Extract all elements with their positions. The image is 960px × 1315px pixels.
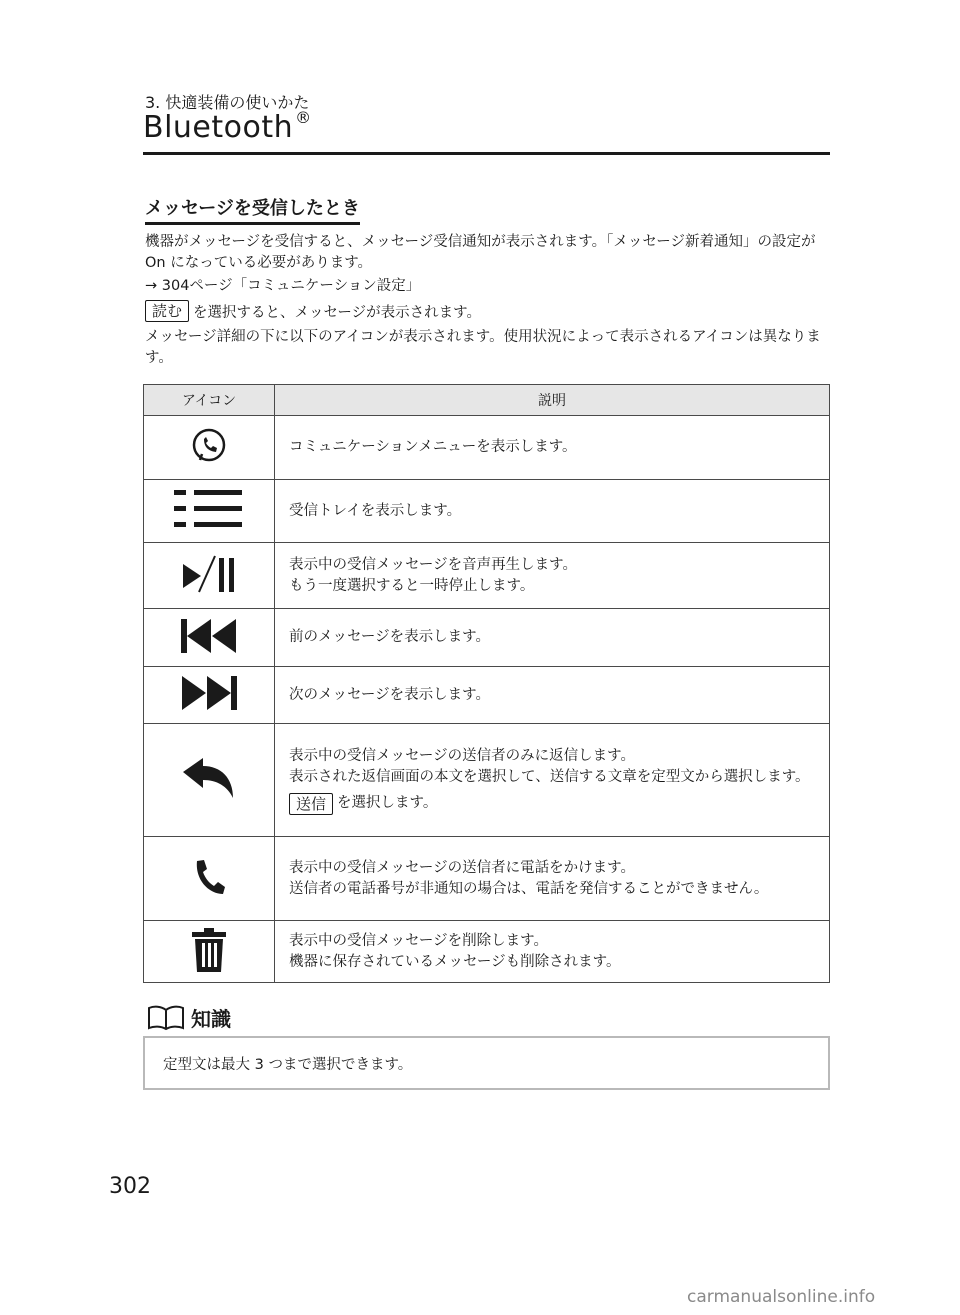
icon-cell xyxy=(144,667,275,724)
description-line: 前のメッセージを表示します。 xyxy=(289,629,490,645)
icon-cell xyxy=(144,837,275,921)
row-description xyxy=(275,837,830,921)
read-instruction-text: を選択すると、メッセージが表示されます。 xyxy=(193,304,481,321)
intro-paragraph: 機器がメッセージを受信すると、メッセージ受信通知が表示されます。「メッセージ新着通知」の設定が On になっている必要があります。 xyxy=(145,234,816,271)
table-row xyxy=(144,543,830,609)
send-key-line xyxy=(289,793,817,815)
description-line: 表示中の受信メッセージを削除します。 xyxy=(289,932,548,949)
row-description xyxy=(275,543,830,609)
icon-cell xyxy=(144,480,275,543)
knowledge-heading xyxy=(147,1003,231,1032)
play-pause-icon xyxy=(179,552,239,596)
description-line: 次のメッセージを表示します。 xyxy=(289,686,490,703)
next-icon xyxy=(181,675,237,711)
row-description xyxy=(275,480,830,543)
table-row xyxy=(144,480,830,543)
table-row xyxy=(144,416,830,480)
page-title xyxy=(143,110,312,145)
page-title-text: Bluetooth xyxy=(143,110,294,145)
knowledge-note: 定型文は最大 3 つまで選択できます。 xyxy=(163,1056,413,1073)
registered-mark: ® xyxy=(295,108,312,127)
phone-icon xyxy=(192,858,226,896)
table-row xyxy=(144,921,830,983)
send-key-instruction: を選択します。 xyxy=(337,795,438,811)
icon-cell xyxy=(144,416,275,480)
title-rule xyxy=(143,152,830,155)
watermark: carmanualsonline.info xyxy=(687,1287,876,1307)
description-line: 機器に保存されているメッセージも削除されます。 xyxy=(289,953,621,970)
table-row xyxy=(144,837,830,921)
icon-table xyxy=(143,384,830,983)
page-reference: → 304ページ「コミュニケーション設定」 xyxy=(145,278,421,294)
description-line: 表示中の受信メッセージを音声再生します。 xyxy=(289,556,577,573)
row-description xyxy=(275,921,830,983)
breadcrumb: 3. 快適装備の使いかた xyxy=(145,93,310,112)
description-line: 表示された返信画面の本文を選択して、送信する文章を定型文から選択します。 xyxy=(289,768,810,785)
send-key-label: 送信 xyxy=(289,793,333,815)
row-description xyxy=(275,609,830,667)
section-heading: メッセージを受信したとき xyxy=(145,198,360,225)
icons-paragraph: メッセージ詳細の下に以下のアイコンが表示されます。使用状況によって表示されるアイコンは異なります。 xyxy=(145,329,821,366)
description-line: コミュニケーションメニューを表示します。 xyxy=(289,439,577,455)
icon-cell xyxy=(144,921,275,983)
table-row xyxy=(144,724,830,837)
list-icon xyxy=(174,488,244,530)
table-row xyxy=(144,667,830,724)
icon-cell xyxy=(144,543,275,609)
book-icon xyxy=(147,1005,185,1031)
column-header-description: 説明 xyxy=(275,385,830,416)
table-header-row xyxy=(144,385,830,416)
row-description xyxy=(275,724,830,837)
communication-icon xyxy=(191,428,227,464)
description-line: 表示中の受信メッセージの送信者のみに返信します。 xyxy=(289,747,635,764)
reply-icon xyxy=(181,756,237,800)
description-line: 受信トレイを表示します。 xyxy=(289,502,462,519)
page-number: 302 xyxy=(109,1174,151,1199)
description-line: もう一度選択すると一時停止します。 xyxy=(289,577,535,594)
row-description xyxy=(275,416,830,480)
knowledge-title: 知識 xyxy=(191,1007,231,1031)
icon-cell xyxy=(144,724,275,837)
table-row xyxy=(144,609,830,667)
icon-cell xyxy=(144,609,275,667)
knowledge-note-box xyxy=(143,1036,830,1090)
column-header-icon: アイコン xyxy=(144,385,275,416)
previous-icon xyxy=(181,618,237,654)
description-line: 送信者の電話番号が非通知の場合は、電話を発信することができません。 xyxy=(289,880,769,897)
read-instruction-line xyxy=(145,300,481,322)
row-description xyxy=(275,667,830,724)
trash-icon xyxy=(192,928,226,972)
description-line: 表示中の受信メッセージの送信者に電話をかけます。 xyxy=(289,859,635,876)
read-key-label: 読む xyxy=(145,300,189,322)
